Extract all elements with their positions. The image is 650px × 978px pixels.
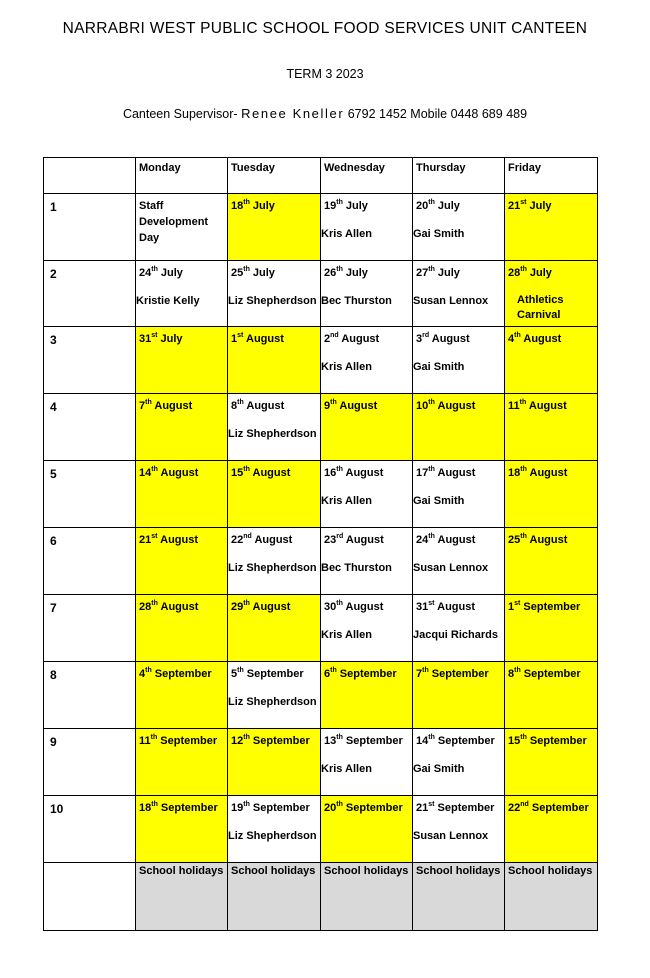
- week-row: [44, 394, 598, 461]
- staff-name: Kris Allen: [321, 763, 372, 775]
- day-cell-thursday: [413, 461, 505, 528]
- day-cell-thursday: [413, 394, 505, 461]
- week-number: 3: [44, 327, 136, 394]
- date-label: 11th August: [508, 399, 567, 412]
- event-label: Athletics Carnival: [517, 294, 564, 321]
- day-cell-monday: [136, 528, 228, 595]
- day-cell-tuesday: [228, 595, 321, 662]
- staff-name: Kristie Kelly: [136, 295, 200, 307]
- day-cell-monday: [136, 729, 228, 796]
- day-cell-wednesday: [321, 261, 413, 327]
- staff-name: Susan Lennox: [413, 562, 489, 574]
- canteen-roster-table: [43, 157, 598, 931]
- day-cell-thursday: [413, 662, 505, 729]
- date-label: 27th July: [416, 266, 460, 279]
- week-number: [44, 863, 136, 931]
- date-label: 31st July: [139, 332, 183, 345]
- day-cell-monday: [136, 662, 228, 729]
- holiday-cell-thursday: [413, 863, 505, 931]
- staff-name: Bec Thurston: [321, 562, 392, 574]
- week-number: 10: [44, 796, 136, 863]
- day-cell-thursday: [413, 729, 505, 796]
- holiday-label: School holidays: [139, 865, 224, 877]
- header-cell-wednesday: Wednesday: [321, 158, 413, 194]
- week-row: [44, 327, 598, 394]
- staff-name: Gai Smith: [413, 228, 465, 240]
- date-label: 14th August: [139, 466, 199, 479]
- staff-name: Susan Lennox: [413, 295, 489, 307]
- date-label: 9th August: [324, 399, 378, 412]
- day-cell-friday: [505, 528, 598, 595]
- date-label: 15th August: [231, 466, 291, 479]
- date-label: 3rd August: [416, 332, 470, 345]
- holiday-cell-monday: [136, 863, 228, 931]
- date-label: 28th August: [139, 600, 199, 613]
- day-cell-tuesday: [228, 796, 321, 863]
- date-label: 8th August: [231, 399, 285, 412]
- date-label: 7th September: [416, 667, 489, 680]
- date-label: 23rd August: [324, 533, 384, 546]
- day-cell-tuesday: [228, 327, 321, 394]
- week-row: [44, 261, 598, 327]
- day-cell-friday: [505, 729, 598, 796]
- date-label: 6th September: [324, 667, 397, 680]
- day-cell-wednesday: [321, 729, 413, 796]
- header-cell-thursday: Thursday: [413, 158, 505, 194]
- holiday-cell-wednesday: [321, 863, 413, 931]
- day-cell-tuesday: [228, 394, 321, 461]
- staff-name: Liz Shepherdson: [228, 830, 317, 842]
- holiday-cell-friday: [505, 863, 598, 931]
- day-cell-wednesday: [321, 662, 413, 729]
- date-label: 2nd August: [324, 332, 380, 345]
- staff-name: Susan Lennox: [413, 830, 489, 842]
- week-row: [44, 194, 598, 261]
- date-label: 25th August: [508, 533, 568, 546]
- day-cell-wednesday: [321, 796, 413, 863]
- date-label: 21st August: [139, 533, 199, 546]
- date-label: 31st August: [416, 600, 476, 613]
- staff-name: Kris Allen: [321, 495, 372, 507]
- date-label: 18th July: [231, 199, 275, 212]
- day-cell-thursday: [413, 327, 505, 394]
- day-cell-monday: [136, 327, 228, 394]
- supervisor-name: Renee Kneller: [241, 106, 345, 121]
- date-label: 22nd August: [231, 533, 293, 546]
- day-cell-wednesday: [321, 327, 413, 394]
- date-label: 12th September: [231, 734, 310, 747]
- date-label: 20th September: [324, 801, 403, 814]
- day-cell-wednesday: [321, 194, 413, 261]
- date-label: 8th September: [508, 667, 581, 680]
- day-cell-friday: [505, 595, 598, 662]
- day-cell-wednesday: [321, 595, 413, 662]
- day-cell-tuesday: [228, 662, 321, 729]
- week-number: 1: [44, 194, 136, 261]
- day-cell-thursday: [413, 528, 505, 595]
- holiday-label: School holidays: [324, 865, 409, 877]
- date-label: 30th August: [324, 600, 384, 613]
- date-label: 21st July: [508, 199, 552, 212]
- week-number: 4: [44, 394, 136, 461]
- day-cell-monday: [136, 394, 228, 461]
- week-number: 5: [44, 461, 136, 528]
- day-cell-tuesday: [228, 461, 321, 528]
- page-title: NARRABRI WEST PUBLIC SCHOOL FOOD SERVICES UNIT CANTEEN: [62, 20, 588, 37]
- day-cell-wednesday: [321, 528, 413, 595]
- header-cell-tuesday: Tuesday: [228, 158, 321, 194]
- day-cell-monday: [136, 194, 228, 261]
- day-cell-tuesday: [228, 261, 321, 327]
- date-label: 4th August: [508, 332, 562, 345]
- supervisor-contact: 6792 1452 Mobile 0448 689 489: [344, 107, 528, 121]
- date-label: 20th July: [416, 199, 460, 212]
- date-label: 7th August: [139, 399, 193, 412]
- holiday-label: School holidays: [508, 865, 593, 877]
- date-label: 18th September: [139, 801, 218, 814]
- day-cell-monday: [136, 595, 228, 662]
- day-cell-monday: [136, 796, 228, 863]
- day-cell-thursday: [413, 796, 505, 863]
- holiday-label: School holidays: [231, 865, 316, 877]
- week-number: 6: [44, 528, 136, 595]
- holiday-cell-tuesday: [228, 863, 321, 931]
- header-cell-week: [44, 158, 136, 194]
- staff-name: Gai Smith: [413, 763, 465, 775]
- date-label: 29th August: [231, 600, 291, 613]
- week-row: [44, 595, 598, 662]
- date-label: 13th September: [324, 734, 403, 747]
- date-label: 26th July: [324, 266, 368, 279]
- holiday-row: [44, 863, 598, 931]
- staff-name: Kris Allen: [321, 361, 372, 373]
- staff-name: Gai Smith: [413, 495, 465, 507]
- date-label: 24th July: [139, 266, 183, 279]
- staff-name: Jacqui Richards: [413, 629, 498, 641]
- date-label: 28th July: [508, 266, 552, 279]
- date-label: 1st August: [231, 332, 284, 345]
- staff-name: Bec Thurston: [321, 295, 392, 307]
- holiday-label: School holidays: [416, 865, 501, 877]
- week-row: [44, 796, 598, 863]
- date-label: 1st September: [508, 600, 581, 613]
- date-label: 11th September: [139, 734, 218, 747]
- date-label: 10th August: [416, 399, 476, 412]
- week-number: 2: [44, 261, 136, 327]
- date-label: 22nd September: [508, 801, 589, 814]
- date-label: 17th August: [416, 466, 476, 479]
- supervisor-prefix: Canteen Supervisor-: [122, 107, 242, 121]
- date-label: 4th September: [139, 667, 212, 680]
- day-cell-friday: [505, 662, 598, 729]
- term-label: TERM 3 2023: [286, 67, 364, 81]
- date-label: 19th July: [324, 199, 368, 212]
- staff-name: Gai Smith: [413, 361, 465, 373]
- staff-name: Kris Allen: [321, 629, 372, 641]
- week-number: 9: [44, 729, 136, 796]
- header-row: [44, 158, 598, 194]
- day-cell-thursday: [413, 194, 505, 261]
- header-cell-friday: Friday: [505, 158, 598, 194]
- staff-name: Liz Shepherdson: [228, 295, 317, 307]
- date-label: 24th August: [416, 533, 476, 546]
- day-cell-friday: [505, 327, 598, 394]
- date-label: 21st September: [416, 801, 495, 814]
- week-row: [44, 662, 598, 729]
- date-label: 18th August: [508, 466, 568, 479]
- date-label: Staff Development Day: [139, 200, 209, 244]
- week-row: [44, 729, 598, 796]
- day-cell-wednesday: [321, 461, 413, 528]
- day-cell-friday: [505, 394, 598, 461]
- header-cell-monday: Monday: [136, 158, 228, 194]
- week-row: [44, 461, 598, 528]
- day-cell-friday: [505, 796, 598, 863]
- day-cell-thursday: [413, 261, 505, 327]
- date-label: 25th July: [231, 266, 275, 279]
- date-label: 19th September: [231, 801, 310, 814]
- day-cell-thursday: [413, 595, 505, 662]
- date-label: 16th August: [324, 466, 384, 479]
- day-cell-monday: [136, 461, 228, 528]
- supervisor-line: [0, 106, 650, 121]
- week-number: 8: [44, 662, 136, 729]
- staff-name: Liz Shepherdson: [228, 562, 317, 574]
- day-cell-wednesday: [321, 394, 413, 461]
- day-cell-tuesday: [228, 528, 321, 595]
- staff-name: Kris Allen: [321, 228, 372, 240]
- day-cell-friday: [505, 194, 598, 261]
- day-cell-tuesday: [228, 194, 321, 261]
- day-cell-friday: [505, 461, 598, 528]
- date-label: 14th September: [416, 734, 495, 747]
- day-cell-friday: [505, 261, 598, 327]
- date-label: 5th September: [231, 667, 304, 680]
- day-cell-monday: [136, 261, 228, 327]
- week-row: [44, 528, 598, 595]
- staff-name: Liz Shepherdson: [228, 696, 317, 708]
- date-label: 15th September: [508, 734, 587, 747]
- staff-name: Liz Shepherdson: [228, 428, 317, 440]
- week-number: 7: [44, 595, 136, 662]
- day-cell-tuesday: [228, 729, 321, 796]
